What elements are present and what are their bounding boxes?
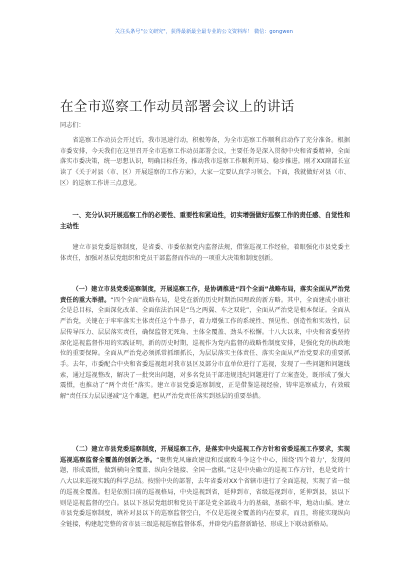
- section1-heading-text: 一、充分认识开展巡察工作的必要性、重要性和紧迫性，切实增强做好巡察工作的责任感、自觉性和主动性: [60, 212, 350, 230]
- intro-paragraph: [60, 136, 350, 190]
- subsection2: [60, 445, 350, 531]
- sub2-body: “聚焦党风廉政建设和反腐败斗争这个中心，围绕‘四个着力’，发现问题，形成震慑，做到横向全覆盖、纵向全链接、全国一盘棋。”这是中央确立的巡视工作方针，也是党的十八大以来巡视实践的科学总结。按照中央的部署，去年省委对XX个省辖市进行了全面巡视，实现了省一级的巡视全覆盖。但是依照目前的巡视格局，中央巡视到省，延伸到市，省级巡视到市，延伸到县，县以下则是巡视监督的空白。县以下基层党组织和党员干部是党全部战斗力的基础，基础不牢，地动山摇。建立市县党委巡察制度，填补对县以下的巡察监督空白，不仅是巡视全覆盖的内在要求，而且，将能实现纵向全链接，构建起完整的省市县三级巡视巡察监督体系，并辟党内监督新路径、形成上下联动新格局。: [60, 456, 351, 528]
- page-title: 在全市巡察工作动员部署会议上的讲话: [60, 99, 295, 115]
- subsection2-paragraph: [60, 445, 350, 531]
- sub2-heading: （二）建立市县党委巡察制度，开展巡察工作，是落实中央巡视工作方针和省委巡视工作要求，实现巡视巡察监督全覆盖的创新之举。: [60, 446, 350, 464]
- greeting: [60, 121, 350, 132]
- section1-intro: [60, 243, 350, 264]
- sub1-heading: （一）建立市县党委巡察制度，开展巡察工作，是协调推进“四个全面”战略布局，落实全面从严治党责任的重大举措。: [60, 286, 350, 304]
- section1-intro-text: 建立市县党委巡察制度，是省委、市委依据党内监督法规，借鉴巡视工作经验，着眼强化市县党委主体责任，加强对基层党组织和党员干部监督而作出的一项重大决策和制度创新。: [60, 244, 350, 262]
- top-banner[interactable]: 关注头条号"公文研究"，获得最新最全最专业的公文资料库！ 微信：gongwen: [114, 29, 293, 35]
- section1-heading: [60, 211, 350, 232]
- intro-text: 省巡察工作动员会开过后，我市迅速行动，积极筹备，为全市巡察工作顺利启动作了充分准备。根据市委安排，今天我们在这里召开全市巡察工作动员部署会议，主要任务是深入贯彻中央和省委精神，全面落实市委决策，统一思想认识，明确目标任务，推动我市巡察工作顺利开局、稳步推进。刚才XX副部长宣读了《关于对县（市、区）开展巡察的工作方案》，大家一定要认真学习领会。下面，我就做好对县（市、区）的巡察工作讲三点意见。: [60, 137, 350, 187]
- sub1-body: “四个全面”战略布局，是党在新的历史时期治国理政的新方略。其中，全面建成小康社会是总目标，全面深化改革、全面依法治国是“鸟之两翼、车之双轮”，全面从严治党是根本保证。全面从严治党，关键在于牢牢落实主体责任这个牛鼻子，着力增强工作的系统性、预见性、创造性和实效性，层层传导压力、层层落实责任，确保监督无死角、主体全覆盖、劲头不松懈。十八大以来，中央和省委坚持深化巡视监督作用的实践证明，新的历史时期，巡视作为党内监督的战略性制度安排，是强化党的执政地位的重要保障。全面从严治党必须抓常抓细抓长，为层层落实主体责任、落实全面从严治党要求的重要抓手。去年，市委配合中央和省委巡视组对我市县区及部分市直单位进行了巡视，发现了一些问题和问题线索，通过巡视整改，解决了一批突出问题，对多名党员干部违规违纪问题进行了立案查处，既形成了强大震慑，也推动了“两个责任”落实。建立市县党委巡察制度，正是借鉴巡视经验，铸牢巡察威力，有效破解“责任压力层层递减”这个难题，把从严治党责任落实到基层的重要举措。: [60, 296, 350, 401]
- subsection1: [60, 285, 350, 403]
- greeting-text: 同志们：: [60, 122, 85, 129]
- subsection1-paragraph: [60, 285, 350, 403]
